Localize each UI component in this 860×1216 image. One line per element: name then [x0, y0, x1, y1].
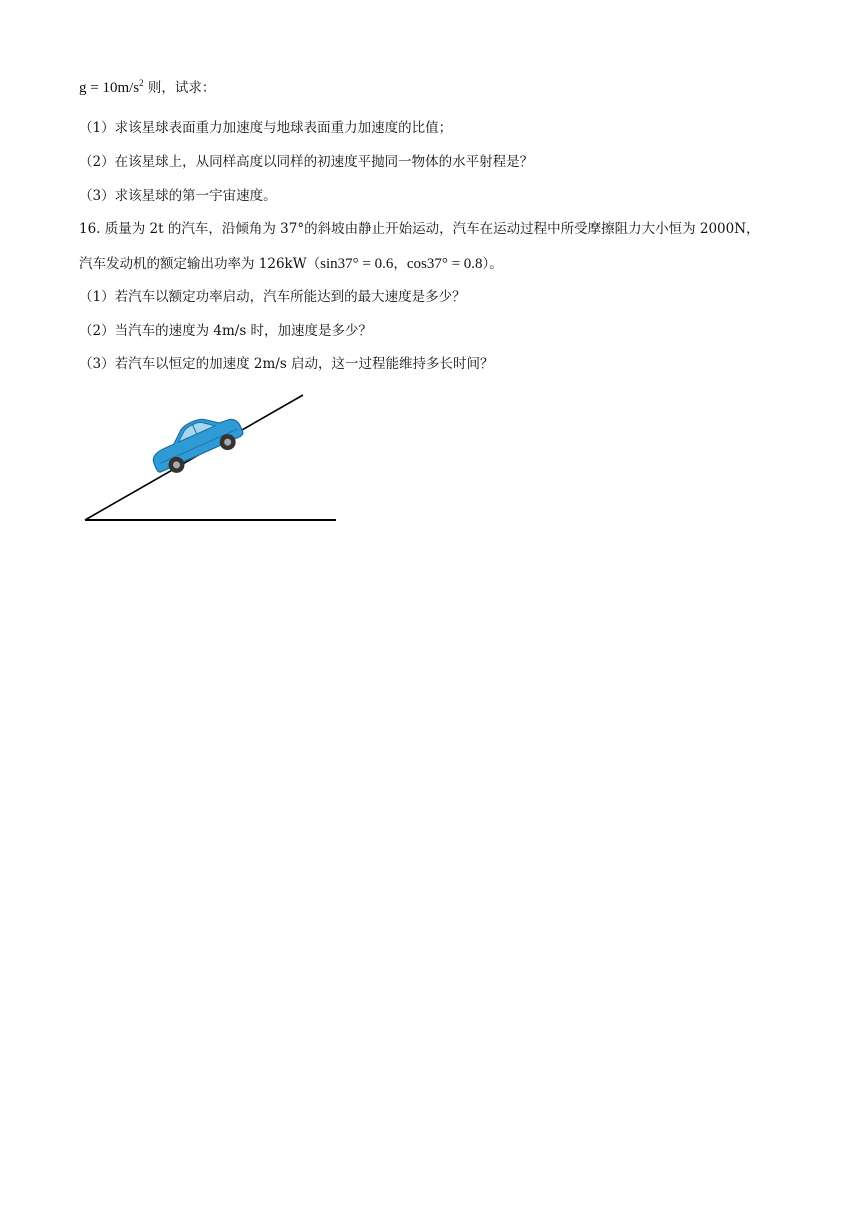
prev-question-2: （2）在该星球上，从同样高度以同样的初速度平抛同一物体的水平射程是？	[79, 154, 534, 170]
car-icon	[145, 405, 248, 481]
incline-diagram	[80, 390, 342, 530]
incline-figure	[80, 390, 342, 530]
gravity-given-line	[79, 78, 215, 98]
problem16-question-2: （2）当汽车的速度为 4m/s 时，加速度是多少？	[79, 323, 373, 339]
prev-question-1: （1）求该星球表面重力加速度与地球表面重力加速度的比值；	[79, 120, 453, 136]
cos-value: cos37° = 0.8	[406, 256, 483, 272]
gravity-formula: $g = 10m/s^2$	[79, 78, 144, 96]
prev-question-3: （3）求该星球的第一宇宙速度。	[79, 188, 277, 204]
problem16-question-3: （3）若汽车以恒定的加速度 2m/s 启动，这一过程能维持多长时间？	[79, 356, 494, 372]
sin-value: sin37° = 0.6	[320, 256, 394, 272]
given-suffix: 则，试求：	[143, 80, 216, 96]
problem16-statement-line1: 16. 质量为 2t 的汽车，沿倾角为 37°的斜坡由静止开始运动，汽车在运动过程中所受摩擦阻力大小恒为 2000N，	[79, 221, 760, 237]
problem16-line2-prefix: 汽车发动机的额定输出功率为 126kW（	[79, 256, 321, 272]
problem16-line2-suffix: ）。	[482, 256, 503, 272]
problem16-question-1: （1）若汽车以额定功率启动，汽车所能达到的最大速度是多少？	[79, 289, 466, 305]
problem16-statement-line2	[79, 254, 503, 274]
separator: ，	[393, 256, 407, 272]
